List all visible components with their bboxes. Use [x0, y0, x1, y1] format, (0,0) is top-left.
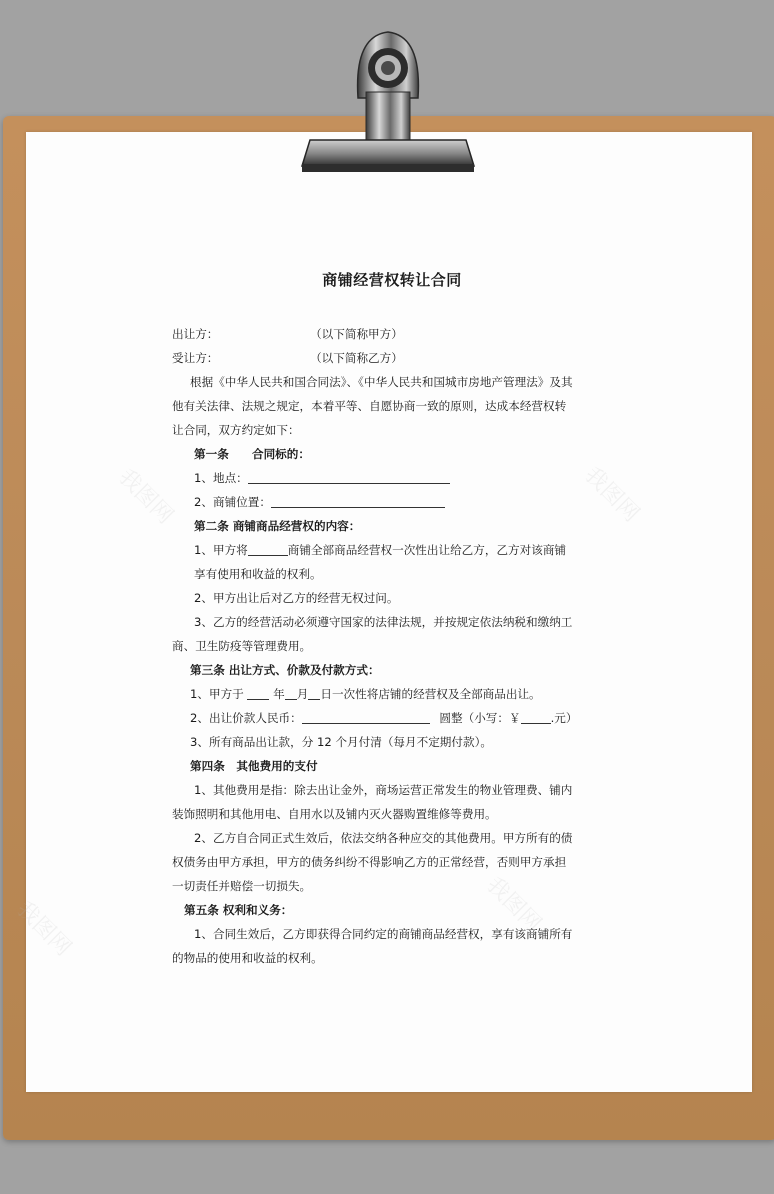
clause-text: 1、甲方将 [194, 543, 248, 557]
clause-text: 2、出让价款人民币： [190, 711, 302, 725]
day-blank [308, 684, 320, 700]
clause-line [172, 466, 612, 490]
clause-text: 圆整（小写：￥ [439, 711, 521, 725]
article-heading: 第三条 出让方式、价款及付款方式： [190, 663, 380, 677]
party-note: （以下简称乙方） [310, 351, 403, 365]
article-heading: 第二条 商铺商品经营权的内容： [194, 519, 361, 533]
clause-line: 1、其他费用是指：除去出让金外，商场运营正常发生的物业管理费、铺内 [194, 783, 573, 797]
party-row [172, 322, 612, 346]
clause-line: 1、合同生效后，乙方即获得合同约定的商铺商品经营权，享有该商铺所有 [194, 927, 573, 941]
clause-line: 享有使用和收益的权利。 [194, 567, 322, 581]
preamble-line: 根据《中华人民共和国合同法》、《中华人民共和国城市房地产管理法》及其 [190, 375, 573, 389]
clause-line: 的物品的使用和收益的权利。 [172, 951, 323, 965]
location-label: 1、地点： [194, 471, 248, 485]
article-heading: 第四条 其他费用的支付 [190, 759, 318, 773]
clause-line [172, 538, 612, 562]
clause-line: 商、卫生防疫等管理费用。 [172, 639, 312, 653]
clause-line: 2、乙方自合同正式生效后，依法交纳各种应交的其他费用。甲方所有的债 [194, 831, 573, 845]
article-heading: 第五条 权利和义务： [184, 903, 293, 917]
location-blank [248, 468, 450, 484]
contract-body [172, 268, 612, 970]
preamble-line: 让合同，双方约定如下： [172, 423, 300, 437]
clause-text: .元） [550, 711, 578, 725]
party-label: 出让方： [172, 327, 219, 341]
party-row [172, 346, 612, 370]
shop-position-label: 2、商铺位置： [194, 495, 271, 509]
preamble-line: 他有关法律、法规之规定，本着平等、自愿协商一致的原则，达成本经营权转 [172, 399, 567, 413]
clause-line [172, 682, 612, 706]
shop-position-blank [271, 492, 445, 508]
clause-line [172, 490, 612, 514]
article-heading: 第一条 合同标的： [194, 447, 310, 461]
clause-text: 日一次性将店铺的经营权及全部商品出让。 [320, 687, 541, 701]
clause-line: 3、所有商品出让款，分 12 个月付清（每月不定期付款）。 [190, 735, 492, 749]
amount-figure-blank [521, 708, 551, 724]
clause-line [172, 706, 612, 730]
clause-line: 装饰照明和其他用电、自用水以及铺内灭火器购置维修等费用。 [172, 807, 497, 821]
clause-line: 一切责任并赔偿一切损失。 [172, 879, 312, 893]
clause-line: 权债务由甲方承担，甲方的债务纠纷不得影响乙方的正常经营，否则甲方承担 [172, 855, 567, 869]
clause-text: 年 [273, 687, 285, 701]
party-note: （以下简称甲方） [310, 327, 403, 341]
month-blank [285, 684, 297, 700]
amount-blank [302, 708, 430, 724]
clause-line: 2、甲方出让后对乙方的经营无权过问。 [194, 591, 399, 605]
clause-text: 1、甲方于 [190, 687, 244, 701]
party-label: 受让方： [172, 351, 219, 365]
clause-text: 月 [296, 687, 309, 701]
shop-name-blank [248, 540, 288, 556]
document-title: 商铺经营权转让合同 [322, 271, 462, 289]
clause-text: 商铺全部商品经营权一次性出让给乙方，乙方对该商铺 [287, 543, 567, 557]
clause-line: 3、乙方的经营活动必须遵守国家的法律法规，并按规定依法纳税和缴纳工 [194, 615, 573, 629]
year-blank [247, 684, 269, 700]
binder-clip-icon [296, 28, 480, 178]
